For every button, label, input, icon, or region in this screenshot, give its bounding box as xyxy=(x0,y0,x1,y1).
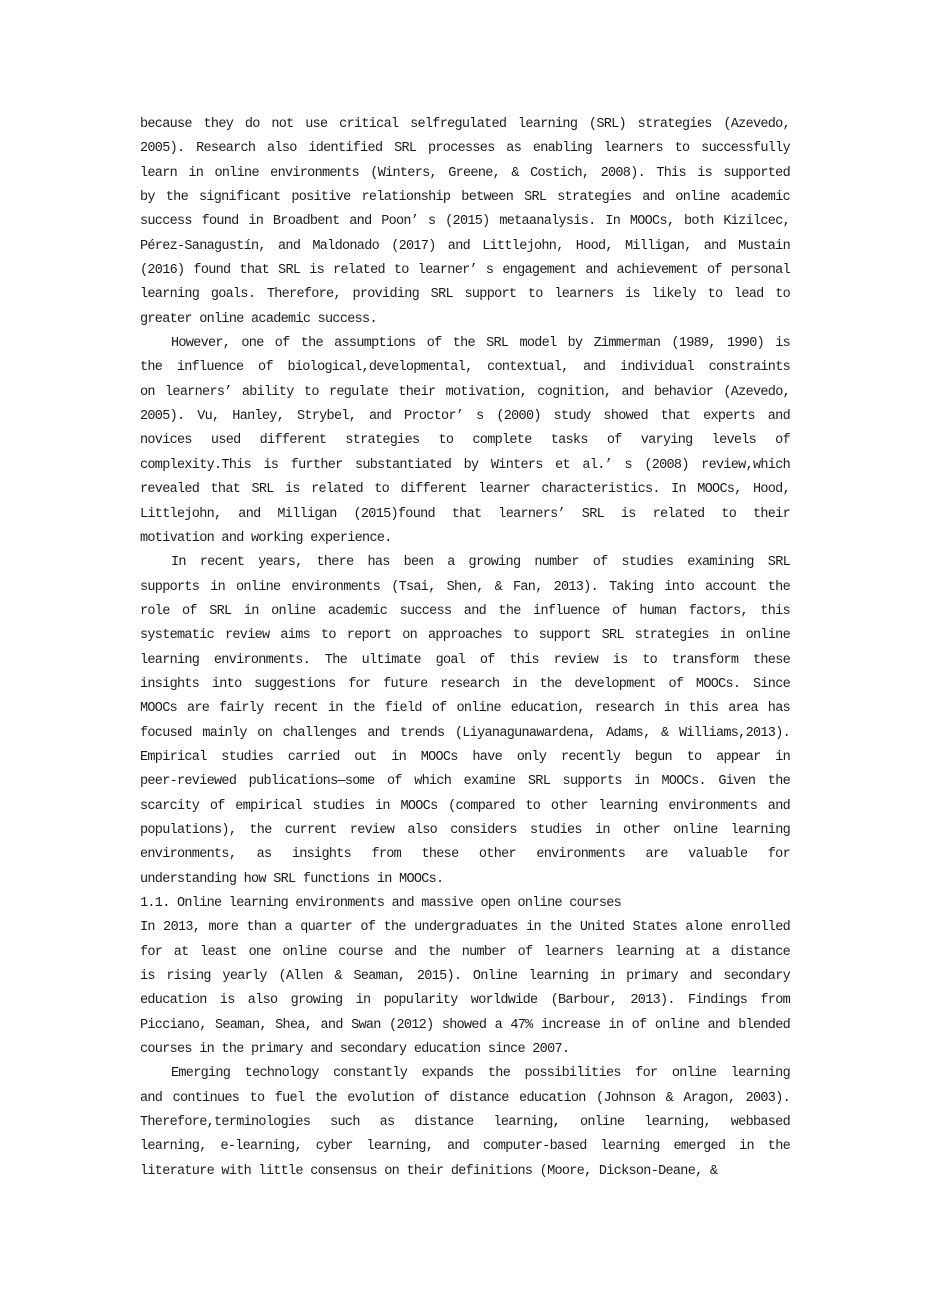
paragraph-recent-studies xyxy=(140,551,790,892)
text-line: (2016) found that SRL is related to learner’ s engagement and achievement of personal xyxy=(140,263,790,279)
text-line: scarcity of empirical studies in MOOCs (compared to other learning environments and xyxy=(140,798,790,814)
text-line: learning, e-learning, cyber learning, and computer-based learning emerged in the xyxy=(140,1139,790,1155)
text-line: literature with little consensus on their definitions (Moore, Dickson-Deane, & xyxy=(140,1163,718,1179)
text-line: courses in the primary and secondary education since 2007. xyxy=(140,1042,570,1058)
text-line: the influence of biological,developmental, contextual, and individual constraints xyxy=(140,360,790,376)
text-line: Empirical studies carried out in MOOCs have only recently begun to appear in xyxy=(140,749,790,765)
text-line: is rising yearly (Allen & Seaman, 2015). Online learning in primary and secondary xyxy=(140,969,790,985)
section-heading-line: 1.1. Online learning environments and massive open online courses xyxy=(140,896,622,911)
text-line: role of SRL in online academic success and the influence of human factors, this xyxy=(140,603,790,619)
text-line: Emerging technology constantly expands the possibilities for online learning xyxy=(171,1066,790,1082)
text-line: complexity.This is further substantiated by Winters et al.’ s (2008) review,which xyxy=(140,457,790,473)
paragraph-emerging-technology xyxy=(140,1062,790,1184)
text-line: However, one of the assumptions of the SRL model by Zimmerman (1989, 1990) is xyxy=(171,336,790,352)
text-line: populations), the current review also considers studies in other online learning xyxy=(140,822,790,838)
text-line: In recent years, there has been a growing number of studies examining SRL xyxy=(171,555,790,571)
text-line: In 2013, more than a quarter of the undergraduates in the United States alone enrolled xyxy=(140,920,790,936)
text-line: insights into suggestions for future research in the development of MOOCs. Since xyxy=(140,676,790,692)
text-line: 2005). Vu, Hanley, Strybel, and Proctor’ s (2000) study showed that experts and xyxy=(140,409,790,425)
text-line: revealed that SRL is related to different learner characteristics. In MOOCs, Hood, xyxy=(140,482,790,498)
text-line: greater online academic success. xyxy=(140,311,377,327)
text-line: Littlejohn, and Milligan (2015)found that learners’ SRL is related to their xyxy=(140,506,790,522)
section-heading-1-1 xyxy=(140,892,790,916)
text-line: learning environments. The ultimate goal of this review is to transform these xyxy=(140,652,790,668)
text-line: because they do not use critical selfregulated learning (SRL) strategies (Azevedo, xyxy=(140,117,790,132)
text-line: learn in online environments (Winters, Greene, & Costich, 2008). This is supported xyxy=(140,165,790,181)
text-line: Pérez-Sanagustín, and Maldonado (2017) and Littlejohn, Hood, Milligan, and Mustain xyxy=(140,238,790,254)
text-line: 2005). Research also identified SRL processes as enabling learners to successfully xyxy=(140,141,790,157)
text-line: focused mainly on challenges and trends (Liyanagunawardena, Adams, & Williams,2013). xyxy=(140,725,790,741)
text-line: motivation and working experience. xyxy=(140,530,392,546)
paragraph-online-enrollment xyxy=(140,916,790,1062)
text-line: Therefore,terminologies such as distance learning, online learning, webbased xyxy=(140,1115,790,1131)
text-line: learning goals. Therefore, providing SRL support to learners is likely to lead to xyxy=(140,287,790,303)
text-line: by the significant positive relationship between SRL strategies and online academic xyxy=(140,190,790,206)
text-line: systematic review aims to report on approaches to support SRL strategies in online xyxy=(140,628,790,644)
text-line: education is also growing in popularity worldwide (Barbour, 2013). Findings from xyxy=(140,993,790,1009)
text-line: Picciano, Seaman, Shea, and Swan (2012) showed a 47% increase in of online and blended xyxy=(140,1017,790,1033)
text-column xyxy=(140,113,790,1184)
text-line: for at least one online course and the number of learners learning at a distance xyxy=(140,944,790,960)
text-line: on learners’ ability to regulate their motivation, cognition, and behavior (Azevedo, xyxy=(140,384,790,400)
text-line: peer-reviewed publications—some of which examine SRL supports in MOOCs. Given the xyxy=(140,774,790,790)
paragraph-srl-strategies xyxy=(140,113,790,332)
text-line: supports in online environments (Tsai, Shen, & Fan, 2013). Taking into account the xyxy=(140,579,790,595)
text-line: MOOCs are fairly recent in the field of online education, research in this area has xyxy=(140,701,790,717)
text-line: environments, as insights from these other environments are valuable for xyxy=(140,847,790,863)
text-line: novices used different strategies to complete tasks of varying levels of xyxy=(140,433,790,449)
paragraph-srl-model-assumptions xyxy=(140,332,790,551)
text-line: and continues to fuel the evolution of distance education (Johnson & Aragon, 2003). xyxy=(140,1090,790,1106)
text-line: success found in Broadbent and Poon’ s (2015) metaanalysis. In MOOCs, both Kizilcec, xyxy=(140,214,790,230)
text-line: understanding how SRL functions in MOOCs. xyxy=(140,871,444,887)
